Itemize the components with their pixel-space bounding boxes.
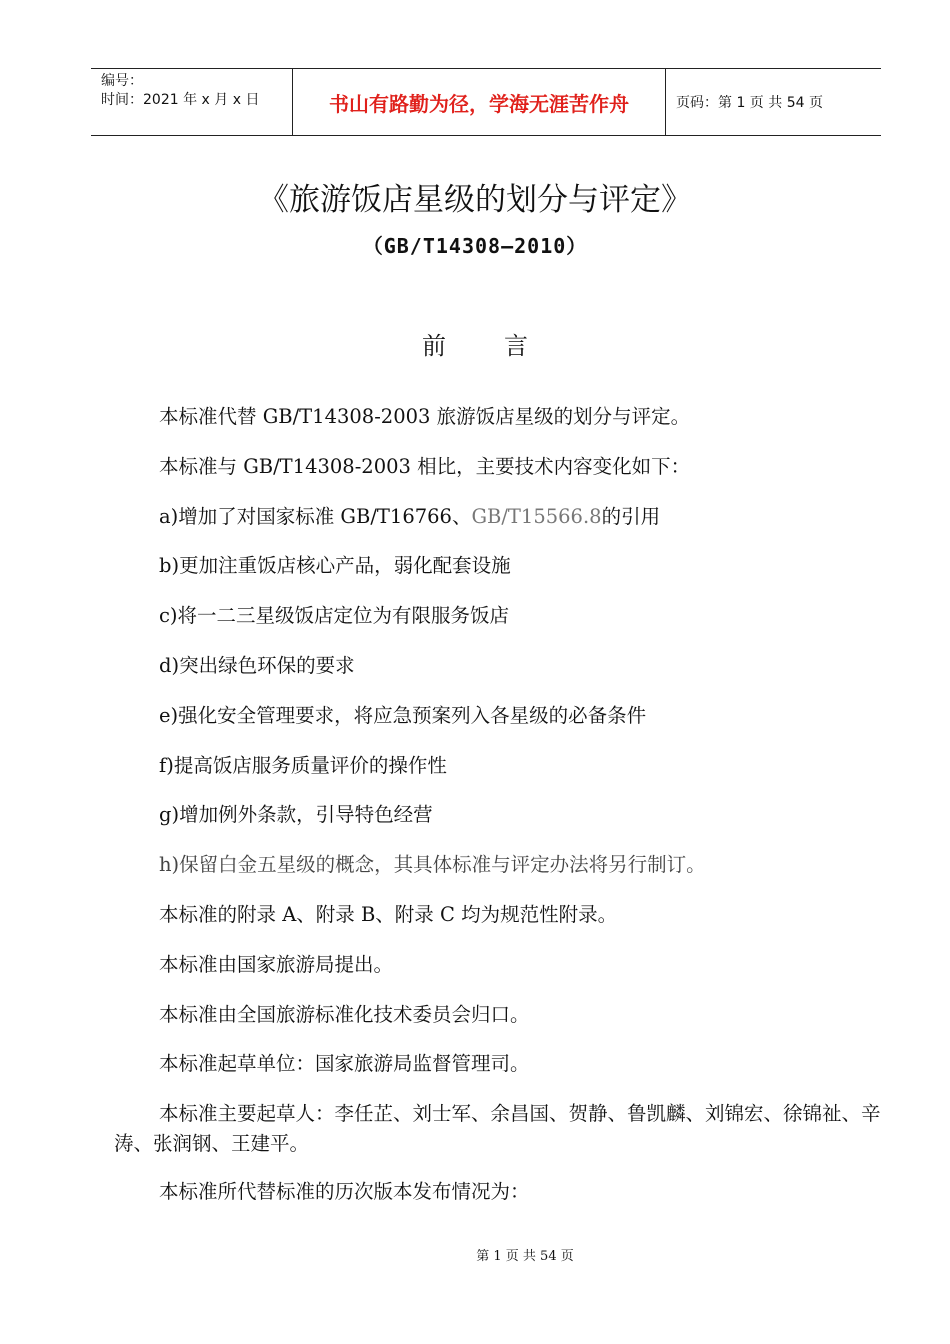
header-motto: 书山有路勤为径，学海无涯苦作舟 [293,69,666,135]
paragraph [114,500,884,550]
paragraph: h)保留白金五星级的概念，其具体标准与评定办法将另行制订。 [159,853,706,877]
paragraph: 本标准由全国旅游标准化技术委员会归口。 [159,1002,530,1026]
time-label: 时间：2021 年 x 月 x 日 [101,92,260,108]
paragraph: 本标准与 GB/T14308-2003 相比，主要技术内容变化如下： [159,454,691,478]
paragraph: 本标准主要起草人：李任芷、刘士军、余昌国、贺静、鲁凯麟、刘锦宏、徐锦祉、辛涛、张润钢、王建平。 [114,1102,881,1156]
paragraph: 本标准的附录 A、附录 B、附录 C 均为规范性附录。 [159,902,618,926]
paragraph: e)强化安全管理要求，将应急预案列入各星级的必备条件 [159,703,647,727]
paragraph-text: 的引用 [601,504,661,528]
header-page-info: 页码：第 1 页 共 54 页 [676,95,823,111]
document-title: 《旅游饭店星级的划分与评定》 [258,182,692,218]
page-footer: 第 1 页 共 54 页 [476,1249,574,1264]
paragraph: d)突出绿色环保的要求 [159,653,355,677]
paragraph: 本标准由国家旅游局提出。 [159,952,394,976]
paragraph-text: a)增加了对国家标准 GB/T16766、 [159,504,472,528]
number-label: 编号： [101,73,143,89]
paragraph-text-reference: GB/T15566.8 [471,504,602,528]
paragraph: 本标准代替 GB/T14308-2003 旅游饭店星级的划分与评定。 [159,405,691,428]
paragraph: 本标准起草单位：国家旅游局监督管理司。 [159,1052,530,1076]
document-subtitle: （GB/T14308—2010） [362,234,588,258]
paragraph: b)更加注重饭店核心产品，弱化配套设施 [159,554,511,578]
paragraph: g)增加例外条款，引导特色经营 [159,803,433,827]
document-body [114,400,884,1225]
paragraph: f)提高饭店服务质量评价的操作性 [159,753,447,777]
preface-heading: 前言 [422,332,586,360]
paragraph: c)将一二三星级饭店定位为有限服务饭店 [159,604,510,628]
header-meta-cell [91,69,293,135]
document-header [91,68,881,136]
paragraph: 本标准所代替标准的历次版本发布情况为： [159,1180,530,1204]
